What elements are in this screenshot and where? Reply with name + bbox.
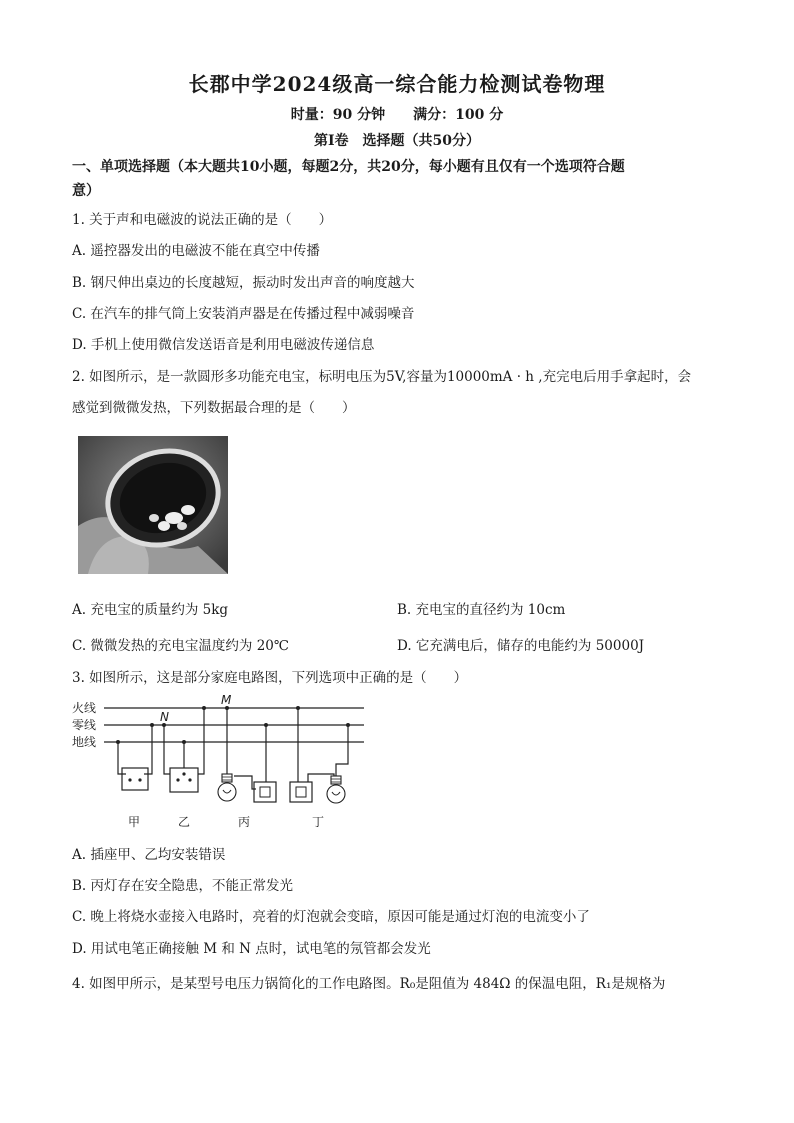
q1-stem: 1. 关于声和电磁波的说法正确的是（ ） — [72, 212, 333, 228]
q2-stem-l1: 2. 如图所示，是一款圆形多功能充电宝，标明电压为5V,容量为10000mA · h ,充完电后用手拿起时，会 — [72, 369, 692, 385]
part1-heading-l1: 一、单项选择题（本大题共10小题，每题2分，共20分，每小题有且仅有一个选项符合题 — [72, 159, 625, 175]
label-ground-wire: 地线 — [72, 735, 97, 749]
power-bank-photo — [78, 436, 228, 574]
q3-option-c: C. 晚上将烧水壶接入电路时，亮着的灯泡就会变暗，原因可能是通过灯泡的电流变小了 — [72, 909, 590, 925]
label-n-point: N — [160, 710, 169, 724]
section-title: 第Ⅰ卷 选择题（共50分） — [313, 133, 481, 149]
label-jia: 甲 — [128, 815, 141, 829]
q1-option-d: D. 手机上使用微信发送语音是利用电磁波传递信息 — [72, 337, 375, 353]
q3-stem: 3. 如图所示，这是部分家庭电路图，下列选项中正确的是（ ） — [72, 670, 468, 686]
q3-option-d: D. 用试电笔正确接触 M 和 N 点时，试电笔的氖管都会发光 — [72, 941, 431, 957]
q1-option-a: A. 遥控器发出的电磁波不能在真空中传播 — [72, 243, 320, 259]
q3-option-b: B. 丙灯存在安全隐患，不能正常发光 — [72, 878, 294, 894]
q2-option-c: C. 微微发热的充电宝温度约为 20℃ — [72, 638, 290, 654]
q1-option-c: C. 在汽车的排气筒上安装消声器是在传播过程中减弱噪音 — [72, 306, 415, 322]
q2-option-b: B. 充电宝的直径约为 10cm — [397, 602, 566, 618]
label-ding: 丁 — [312, 815, 325, 829]
q2-option-a: A. 充电宝的质量约为 5kg — [72, 602, 229, 618]
q1-option-b: B. 钢尺伸出桌边的长度越短，振动时发出声音的响度越大 — [72, 275, 415, 291]
label-m-point: M — [221, 694, 232, 707]
exam-title: 长郡中学2024级高一综合能力检测试卷物理 — [188, 72, 606, 96]
label-bing: 丙 — [238, 815, 251, 829]
part1-heading-l2: 意） — [72, 183, 100, 199]
time-score: 时量：90 分钟 满分：100 分 — [290, 107, 504, 123]
label-yi: 乙 — [178, 815, 191, 829]
q2-stem-l2: 感觉到微微发热，下列数据最合理的是（ ） — [72, 400, 356, 416]
label-live-wire: 火线 — [72, 701, 97, 715]
q3-option-a: A. 插座甲、乙均安装错误 — [72, 847, 226, 863]
q4-stem: 4. 如图甲所示，是某型号电压力锅简化的工作电路图。R₀是阻值为 484Ω 的保温电阻，R₁是规格为 — [72, 976, 666, 992]
label-neutral-wire: 零线 — [72, 718, 97, 732]
q2-option-d: D. 它充满电后，储存的电能约为 50000J — [397, 638, 645, 654]
household-circuit-diagram — [72, 694, 372, 834]
